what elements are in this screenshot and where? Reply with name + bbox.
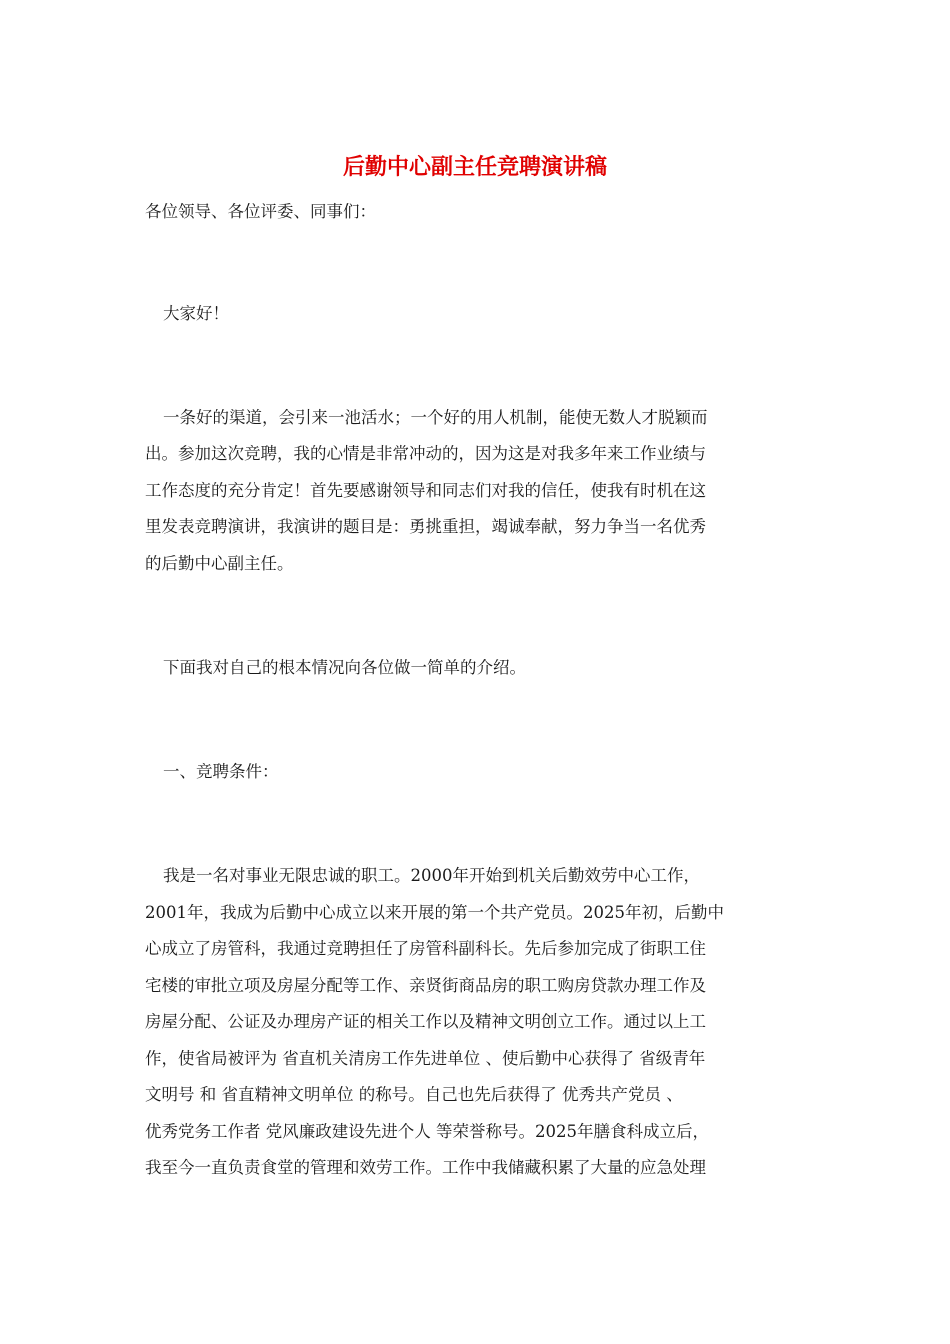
document-title: 后勤中心副主任竞聘演讲稿 bbox=[342, 155, 607, 180]
greeting: 大家好！ bbox=[163, 304, 229, 323]
paragraph-1-line-1: 一条好的渠道，会引来一池活水；一个好的用人机制，能使无数人才脱颖而 bbox=[163, 408, 708, 427]
salutation: 各位领导、各位评委、同事们： bbox=[145, 202, 376, 221]
paragraph-3-line-8: 优秀党务工作者 党风廉政建设先进个人 等荣誉称号。2025年膳食科成立后， bbox=[145, 1122, 709, 1141]
paragraph-3-line-9: 我至今一直负责食堂的管理和效劳工作。工作中我储藏积累了大量的应急处理 bbox=[145, 1158, 706, 1177]
paragraph-3-line-6: 作，使省局被评为 省直机关清房工作先进单位 、使后勤中心获得了 省级青年 bbox=[145, 1049, 706, 1068]
paragraph-3-line-5: 房屋分配、公证及办理房产证的相关工作以及精神文明创立工作。通过以上工 bbox=[145, 1012, 706, 1031]
paragraph-3-line-7: 文明号 和 省直精神文明单位 的称号。自己也先后获得了 优秀共产党员 、 bbox=[145, 1085, 683, 1104]
paragraph-3-line-4: 宅楼的审批立项及房屋分配等工作、亲贤街商品房的职工购房贷款办理工作及 bbox=[145, 976, 706, 995]
paragraph-1-line-4: 里发表竞聘演讲，我演讲的题目是：勇挑重担，竭诚奉献，努力争当一名优秀 bbox=[145, 517, 706, 536]
section-1-heading: 一、竞聘条件： bbox=[163, 762, 279, 781]
paragraph-1-line-3: 工作态度的充分肯定！首先要感谢领导和同志们对我的信任，使我有时机在这 bbox=[145, 481, 706, 500]
paragraph-3-line-1: 我是一名对事业无限忠诚的职工。2000年开始到机关后勤效劳中心工作， bbox=[163, 866, 700, 885]
paragraph-2: 下面我对自己的根本情况向各位做一简单的介绍。 bbox=[163, 658, 526, 677]
paragraph-3-line-3: 心成立了房管科，我通过竞聘担任了房管科副科长。先后参加完成了街职工住 bbox=[145, 939, 706, 958]
paragraph-3-line-2: 2001年，我成为后勤中心成立以来开展的第一个共产党员。2025年初，后勤中 bbox=[145, 903, 724, 922]
paragraph-1-line-2: 出。参加这次竞聘，我的心情是非常冲动的，因为这是对我多年来工作业绩与 bbox=[145, 444, 706, 463]
paragraph-1-line-5: 的后勤中心副主任。 bbox=[145, 554, 294, 573]
